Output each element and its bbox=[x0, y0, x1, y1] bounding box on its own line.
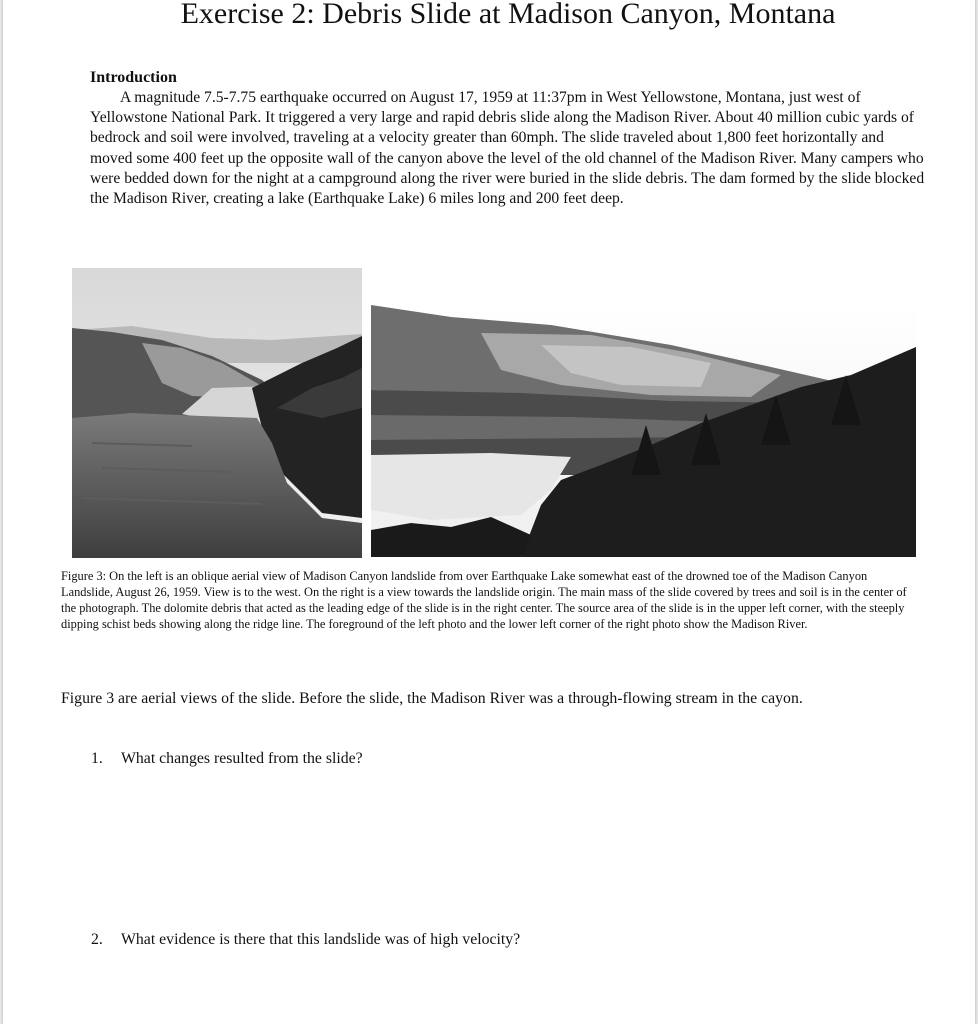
photo-aerial-lake-view bbox=[72, 268, 362, 558]
intro-section bbox=[90, 68, 926, 209]
body-text: Figure 3 are aerial views of the slide. Before the slide, the Madison River was a through-flowing stream in the cayon. bbox=[61, 690, 803, 707]
intro-paragraph: A magnitude 7.5-7.75 earthquake occurred on August 17, 1959 at 11:37pm in West Yellowstone, Montana, just west of Yellowstone National Park. It triggered a very large and rapid debris slide along the Madison River. About 40 million cubic yards of bedrock and soil were involved, traveling at a velocity greater than 60mph. The slide traveled about 1,800 feet horizontally and moved some 400 feet up the opposite wall of the canyon above the level of the old channel of the Madison River. Many campers who were bedded down for the night at a campground along the river were buried in the slide debris. The dam formed by the slide blocked the Madison River, creating a lake (Earthquake Lake) 6 miles long and 200 feet deep. bbox=[90, 89, 925, 208]
photo-aerial-lake-image bbox=[72, 268, 362, 558]
intro-heading: Introduction bbox=[90, 69, 177, 86]
question-number: 2. bbox=[91, 931, 103, 948]
question-2 bbox=[91, 930, 520, 950]
figure-caption: Figure 3: On the left is an oblique aerial view of Madison Canyon landslide from over Earthquake Lake somewhat east of the drowned toe of the Madison Canyon Landslide, August 26, 1959. View is to the west. On the right is a view towards the landslide origin. The main mass of the slide covered by trees and soil is in the center of the photograph. The dolomite debris that acted as the leading edge of the slide is in the right center. The source area of the slide is in the upper left corner, with the steeply dipping schist beds showing along the ridge line. The foreground of the left photo and the lower left corner of the right photo show the Madison River. bbox=[61, 569, 907, 632]
photo-slide-origin-view bbox=[371, 305, 916, 557]
document-page bbox=[3, 0, 975, 1024]
question-1 bbox=[91, 749, 363, 769]
page-title: Exercise 2: Debris Slide at Madison Canyon, Montana bbox=[180, 0, 836, 30]
question-number: 1. bbox=[91, 750, 103, 767]
question-text: What evidence is there that this landslide was of high velocity? bbox=[121, 931, 521, 948]
question-text: What changes resulted from the slide? bbox=[121, 750, 363, 767]
photo-slide-origin-image bbox=[371, 305, 916, 557]
